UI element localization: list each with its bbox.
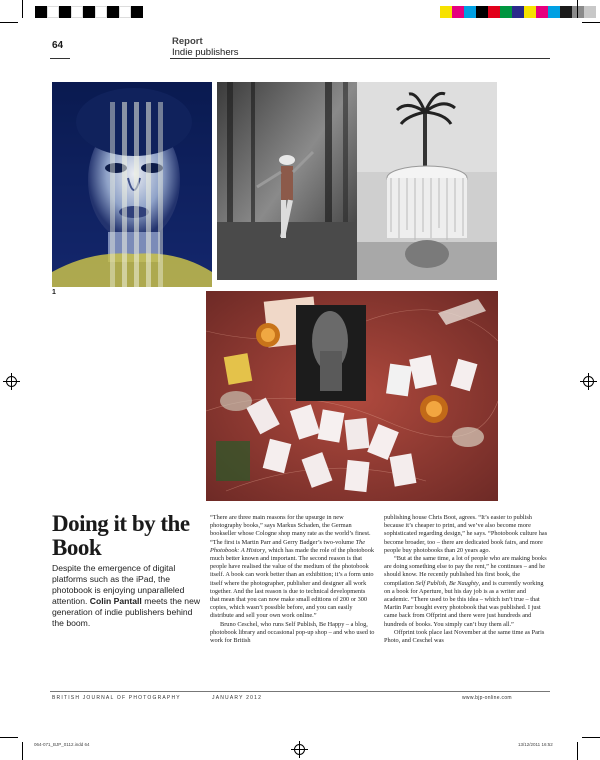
color-swatch xyxy=(524,6,536,18)
crop-mark xyxy=(22,0,23,18)
body-column-2 xyxy=(384,514,550,645)
color-swatch xyxy=(95,6,107,18)
body-text: “There are three main reasons for the upsurge in new photography books,” says Markus Schaden, the German bookseller whose Cologne shop many rate as the world’s finest. “The first is Martin Parr and Gerry Badger’s two-volume xyxy=(210,514,371,546)
color-swatches-right xyxy=(440,6,596,18)
header-rule xyxy=(170,58,550,59)
color-swatch xyxy=(548,6,560,18)
color-swatch xyxy=(440,6,452,18)
crop-mark xyxy=(577,742,578,760)
registration-mark-icon xyxy=(583,376,594,387)
cards-table-photo xyxy=(206,291,498,501)
crop-mark xyxy=(582,22,600,23)
color-swatch xyxy=(452,6,464,18)
color-swatch xyxy=(83,6,95,18)
forest-dancer-photo xyxy=(217,82,357,280)
footer-rule xyxy=(50,691,550,692)
standfirst-outro: meets the new generation of indie publishers behind the boom. xyxy=(52,596,201,628)
crop-mark xyxy=(582,737,600,738)
crop-mark xyxy=(577,0,578,18)
crop-mark xyxy=(0,22,18,23)
footer-issue: JANUARY 2012 xyxy=(212,695,263,701)
body-paragraph: publishing house Chris Boot, agrees. “It’s easier to publish because it’s cheaper to print, and we’ve also become more sophisticated regarding design,” he says. “Photobook culture has become broader, too – there are dedicated book fairs, and more people buy photobooks than 20 years ago. xyxy=(384,514,548,554)
page-number: 64 xyxy=(52,40,64,51)
color-swatch xyxy=(476,6,488,18)
book-title: The Photobook: A History xyxy=(210,538,366,554)
registration-mark-icon xyxy=(6,376,17,387)
footer-website: www.bjp-online.com xyxy=(462,695,512,701)
standfirst-intro: Despite the emergence of digital platforms such as the iPad, the photobook is enjoying unparalleled attention. xyxy=(52,563,185,606)
slug-datetime: 13/12/2011 16:52 xyxy=(518,742,553,747)
color-swatch xyxy=(500,6,512,18)
color-swatch xyxy=(35,6,47,18)
portrait-print-photo xyxy=(52,82,212,287)
caption-number: 1 xyxy=(52,289,56,296)
color-swatch xyxy=(131,6,143,18)
article-headline: Doing it by the Book xyxy=(52,511,190,560)
color-swatch xyxy=(119,6,131,18)
author-name: Colin Pantall xyxy=(89,596,142,606)
color-swatch xyxy=(512,6,524,18)
color-swatch xyxy=(464,6,476,18)
registration-mark-icon xyxy=(294,744,305,755)
body-text: , and is currently working on a book for Aperture, but his day job is as a writer and academic. “There used to be this idea – which isn’t true – that Martin Parr bought every photobook that was published. I just came back from Offprint and there were just hundreds and hundreds of books. You simply can’t buy them all.” xyxy=(384,579,544,628)
section-title: Report xyxy=(172,36,203,47)
crop-mark xyxy=(0,737,18,738)
color-swatch xyxy=(107,6,119,18)
body-text: “But at the same time, a lot of people who are making books are doing something else to pay the rent,” he continues – and he should know. He recently published his first book, the compilation xyxy=(384,555,547,587)
slug-file: 064-071_BJP_0112.indd 64 xyxy=(34,742,90,747)
body-paragraph xyxy=(384,555,550,629)
color-swatch xyxy=(488,6,500,18)
footer-magazine: BRITISH JOURNAL OF PHOTOGRAPHY xyxy=(52,695,181,701)
book-title: Self Publish, Be Naughty xyxy=(415,579,479,587)
body-paragraph: Bruno Ceschel, who runs Self Publish, Be Happy – a blog, photobook library and occasional pop-up shop – and who used to work for British xyxy=(210,620,375,645)
body-text: , which has made the role of the photobook much better known and important. The second reason is that people have realised the value of the medium of the photobook itself. A book can work better than an exhibition; it’s a form unto itself where the photographer, publisher and designer all work together. And the last reason is due to technical developments that mean that you can now make small editions of 200 or 300 copies, which wasn’t possible before, and you can easily distribute and sell your own work online.” xyxy=(210,546,374,620)
color-swatch xyxy=(560,6,572,18)
color-swatch xyxy=(572,6,584,18)
body-column-1 xyxy=(210,514,376,645)
body-paragraph: Offprint took place last November at the same time as Paris Photo, and Ceschel was xyxy=(384,628,545,645)
color-swatch xyxy=(536,6,548,18)
section-subtitle: Indie publishers xyxy=(172,47,239,58)
body-paragraph xyxy=(210,514,376,621)
palm-tree-photo xyxy=(357,82,497,280)
color-swatch xyxy=(59,6,71,18)
registration-swatches-left xyxy=(35,6,143,18)
color-swatch xyxy=(584,6,596,18)
crop-mark xyxy=(22,742,23,760)
article-standfirst xyxy=(52,563,204,629)
color-swatch xyxy=(47,6,59,18)
section-label xyxy=(172,36,239,58)
header-rule xyxy=(50,58,70,59)
color-swatch xyxy=(71,6,83,18)
